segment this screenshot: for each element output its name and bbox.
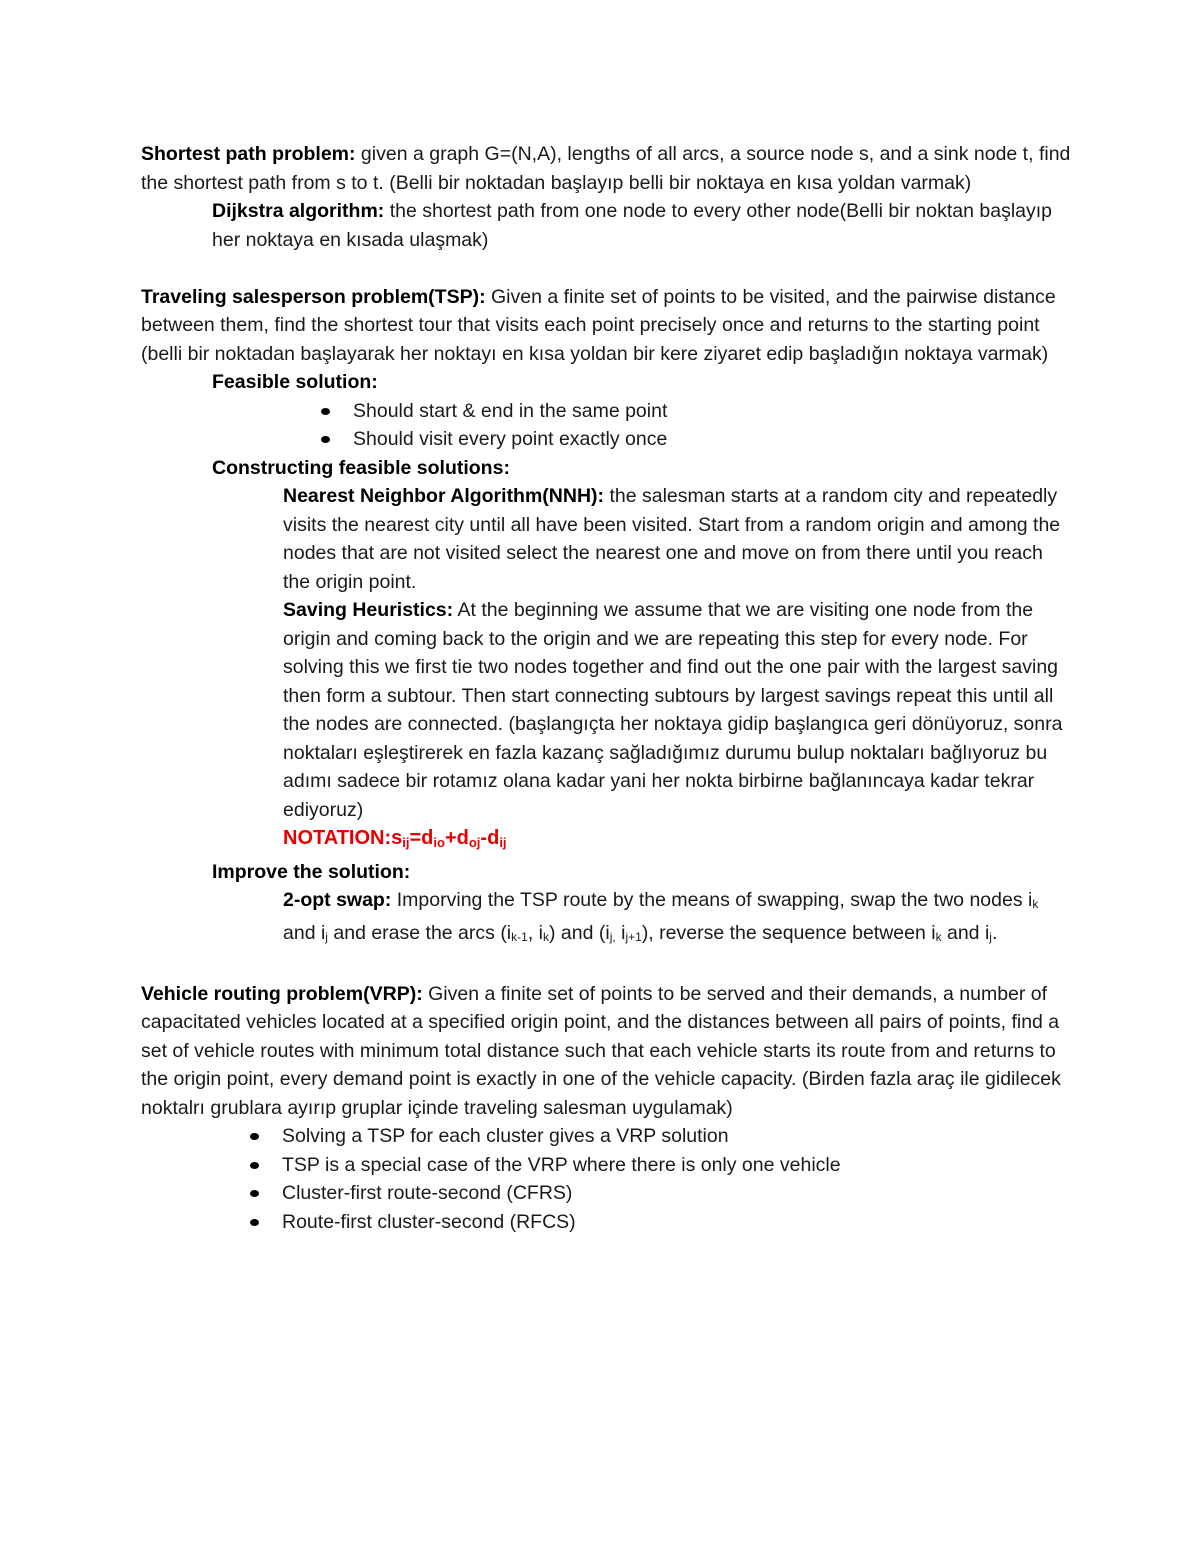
dijkstra-paragraph [141,197,1071,254]
list-item [141,1208,1071,1237]
shortest-path-heading: Shortest path problem: [141,143,356,165]
two-opt-text: . [991,921,998,944]
bullet-icon [250,1133,259,1140]
two-opt-heading: 2-opt swap: [283,889,392,911]
list-item [141,1179,1071,1208]
dijkstra-text: the shortest path from one node to every other node(Belli bir noktan başlayıp her noktaya en kısada ulaşmak) [212,200,1053,251]
bullet-icon [250,1219,259,1226]
subscript: j [325,929,328,944]
feasible-heading [141,368,1071,397]
two-opt-text: and i [283,921,326,944]
saving-paragraph [141,596,1071,824]
bullet-icon [321,408,330,415]
improve-label: Improve the solution: [212,860,411,883]
two-opt-text: ), reverse the sequence between i [641,921,936,944]
notation-formula [141,824,1071,858]
two-opt-text: and erase the arcs (i [327,921,512,944]
bullet-icon [321,436,330,443]
shortest-path-text: given a graph G=(N,A), lengths of all arcs, a source node s, and a sink node t, find the shortest path from s to t. (Belli bir noktadan başlayıp belli bir noktaya en kısa yoldan varmak) [141,143,1071,194]
list-item-text: Should start & end in the same point [353,399,668,422]
list-item [141,1151,1071,1180]
subscript: j+1 [625,929,642,944]
vrp-heading: Vehicle routing problem(VRP): [141,982,423,1005]
improve-heading [141,858,1071,887]
subscript: k-1 [511,929,528,944]
list-item-text: Solving a TSP for each cluster gives a VRP solution [282,1125,729,1147]
feasible-list [141,397,1071,454]
constructing-label: Constructing feasible solutions: [212,456,510,479]
subscript: j [989,929,992,944]
two-opt-text: , i [527,921,543,944]
nnh-text: the salesman starts at a random city and repeatedly visits the nearest city until all have been visited. Start from a random origin and among the nodes that are not visited select the nearest one and move on from there until you reach the origin point. [283,485,1061,593]
two-opt-paragraph [141,886,1071,951]
subscript: k [543,929,549,944]
vrp-paragraph [141,980,1071,1123]
notation-prefix: NOTATION:s [283,827,403,849]
shortest-path-paragraph [141,140,1071,197]
subscript: k [1032,897,1039,911]
feasible-label: Feasible solution: [212,371,378,393]
tsp-heading: Traveling salesperson problem(TSP): [141,285,486,308]
list-item-text: Should visit every point exactly once [353,428,668,450]
bullet-icon [250,1162,259,1169]
nnh-heading: Nearest Neighbor Algorithm(NNH): [283,485,605,507]
vrp-text: Given a finite set of points to be served and their demands, a number of capacitated vehicles located at a specified origin point, and the distances between all pairs of points, find a set of vehicle routes with minimum total distance such that each vehicle starts its route from and returns to the origin point, every demand point is exactly in one of the vehicle capacity. (Birden fazla araç ile gidilecek noktalrı grublara ayırıp gruplar içinde traveling salesman uygulamak) [141,982,1061,1119]
list-item-text: Route-first cluster-second (RFCS) [282,1210,576,1233]
vrp-list [141,1122,1071,1236]
two-opt-text: Imporving the TSP route by the means of swapping, swap the two nodes i [391,889,1033,911]
two-opt-text: ) and (i [549,921,610,944]
document-page [141,140,1071,1236]
saving-heading: Saving Heuristics: [283,599,454,621]
two-opt-text: and i [941,921,990,944]
two-opt-text: i [615,921,626,944]
saving-text: At the beginning we assume that we are visiting one node from the origin and coming back to the origin and we are repeating this step for every node. For solving this we first tie two nodes together and find out the one pair with the largest saving then form a subtour. Then start connecting subtours by largest savings repeat this until all the nodes are connected. (başlangıçta her noktaya gidip başlangıca geri dönüyoruz, sonra noktaları eşleştirerek en fazla kazanç sağladığımız durumu bulup noktaları bağlıyoruz bu adımı sadece bir rotamız olana kadar yani her nokta birbirne bağlanıncaya kadar tekrar ediyoruz) [283,599,1063,821]
list-item [141,1122,1071,1151]
dijkstra-heading: Dijkstra algorithm: [212,200,385,222]
bullet-icon [250,1190,259,1197]
constructing-heading [141,454,1071,483]
notation-subscript: oj [468,835,481,850]
list-item-text: Cluster-first route-second (CFRS) [282,1182,573,1204]
notation-part: =d [409,827,434,849]
list-item [141,425,1071,454]
list-item-text: TSP is a special case of the VRP where there is only one vehicle [282,1153,841,1176]
notation-subscript: ij [402,835,410,850]
subscript: k [935,929,942,944]
notation-part: -d [480,827,500,849]
list-item [141,397,1071,426]
notation-subscript: ij [499,835,507,850]
notation-part: +d [444,827,469,849]
nnh-paragraph [141,482,1071,596]
tsp-text: Given a finite set of points to be visited, and the pairwise distance between them, find the shortest tour that visits each point precisely once and returns to the starting point (belli bir noktadan başlayarak her noktayı en kısa yoldan bir kere ziyaret edip başladığın noktaya varmak) [141,285,1056,365]
tsp-paragraph [141,283,1071,369]
notation-subscript: io [433,835,445,850]
subscript: j, [609,929,616,944]
